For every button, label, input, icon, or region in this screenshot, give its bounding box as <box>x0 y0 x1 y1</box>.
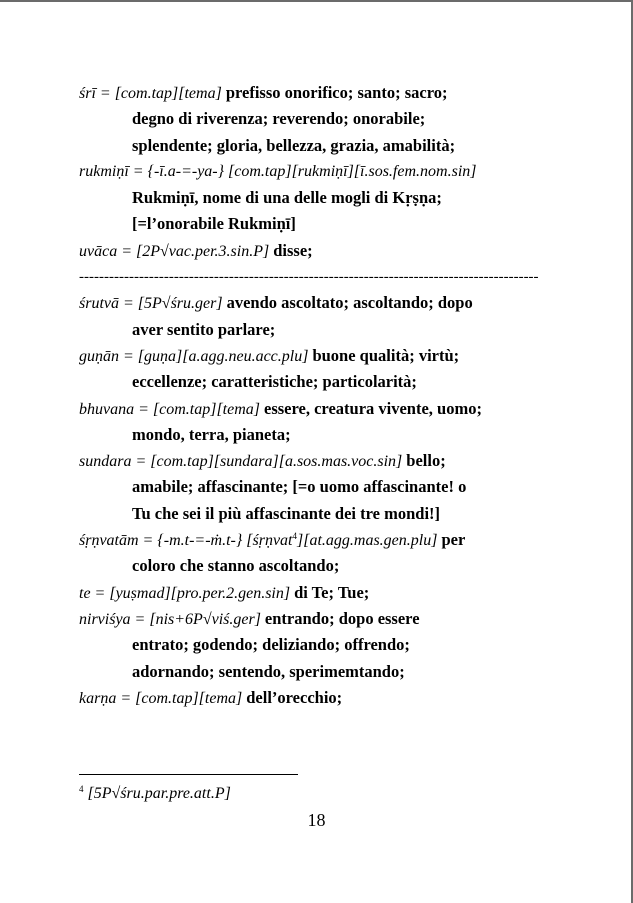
term-analysis: sundara = [com.tap][sundara][a.sos.mas.voc.sin] <box>79 453 407 471</box>
term-meaning: eccellenze; caratteristiche; particolarità; <box>132 372 417 392</box>
text-line <box>79 106 569 132</box>
term-meaning: aver sentito parlare; <box>132 319 276 339</box>
text-line <box>79 185 569 211</box>
term-meaning: disse; <box>273 240 313 260</box>
term-meaning: bello; <box>406 451 446 471</box>
text-line <box>79 685 569 711</box>
term-meaning: amabile; affascinante; [=o uomo affascinante! o <box>132 477 467 497</box>
text-line <box>79 553 569 579</box>
term-meaning: splendente; gloria, bellezza, grazia, amabilità; <box>132 135 456 155</box>
text-line <box>79 501 569 527</box>
text-line <box>79 211 569 237</box>
footnote-number: 4 <box>79 784 84 794</box>
text-line <box>79 133 569 159</box>
term-meaning: Tu che sei il più affascinante dei tre mondi!] <box>132 503 441 523</box>
term-meaning: buone qualità; virtù; <box>312 345 460 365</box>
term-analysis: nirviśya = [nis+6P√viś.ger] <box>79 610 265 628</box>
text-line <box>79 290 569 316</box>
text-line <box>79 396 569 422</box>
term-analysis: śṛṇvatām = {-m.t-=-ṁ.t-} [śṛṇvat <box>79 532 293 550</box>
term-analysis: śrutvā = [5P√śru.ger] <box>79 295 227 313</box>
page-number: 18 <box>307 810 326 830</box>
term-analysis: karṇa = [com.tap][tema] <box>79 689 247 707</box>
page-border-top <box>0 0 633 2</box>
text-line <box>79 159 569 185</box>
term-analysis: guṇān = [guṇa][a.agg.neu.acc.plu] <box>79 347 313 365</box>
text-line <box>79 527 569 553</box>
text-line <box>79 422 569 448</box>
glossary-text <box>79 80 569 711</box>
term-analysis: rukmiṇī = {-ī.a-=-ya-} [com.tap][rukmiṇī][ī.sos.fem.nom.sin] <box>79 162 477 180</box>
text-line <box>79 474 569 500</box>
text-line <box>79 580 569 606</box>
term-meaning: degno di riverenza; reverendo; onorabile; <box>132 109 426 129</box>
term-analysis: bhuvana = [com.tap][tema] <box>79 400 265 418</box>
term-meaning: mondo, terra, pianeta; <box>132 424 291 444</box>
term-meaning: [=l’onorabile Rukmiṇī] <box>132 214 296 234</box>
text-line <box>79 343 569 369</box>
term-meaning: coloro che stanno ascoltando; <box>132 556 340 576</box>
text-line <box>79 238 569 264</box>
text-line <box>79 317 569 343</box>
text-line <box>79 606 569 632</box>
term-meaning: entrato; godendo; deliziando; offrendo; <box>132 635 410 655</box>
term-meaning: per <box>441 530 466 550</box>
text-line <box>79 80 569 106</box>
term-analysis: te = [yuṣmad][pro.per.2.gen.sin] <box>79 584 295 602</box>
term-analysis: ][at.agg.mas.gen.plu] <box>296 532 442 550</box>
term-meaning: entrando; dopo essere <box>264 608 420 628</box>
footnote-text: [5P√śru.par.pre.att.P] <box>83 785 231 802</box>
term-meaning: essere, creatura vivente, uomo; <box>264 398 482 418</box>
footnote <box>79 784 231 804</box>
term-meaning: Rukmiṇī, nome di una delle mogli di Kṛṣṇa; <box>132 188 442 208</box>
text-line <box>79 659 569 685</box>
separator-line: -------------------------------------------------------------------------------------------- <box>79 269 539 286</box>
term-meaning: avendo ascoltato; ascoltando; dopo <box>226 293 473 313</box>
term-meaning: dell’orecchio; <box>246 687 343 707</box>
text-line <box>79 632 569 658</box>
text-line <box>79 369 569 395</box>
footnote-divider <box>79 774 298 775</box>
footnote-reference[interactable]: 4 <box>292 531 297 542</box>
term-analysis: uvāca = [2P√vac.per.3.sin.P] <box>79 242 274 260</box>
term-meaning: adornando; sentendo, sperimemtando; <box>132 661 405 681</box>
term-analysis: śrī = [com.tap][tema] <box>79 85 226 102</box>
term-meaning: prefisso onorifico; santo; sacro; <box>225 83 448 102</box>
text-line <box>79 448 569 474</box>
term-meaning: di Te; Tue; <box>294 582 370 602</box>
